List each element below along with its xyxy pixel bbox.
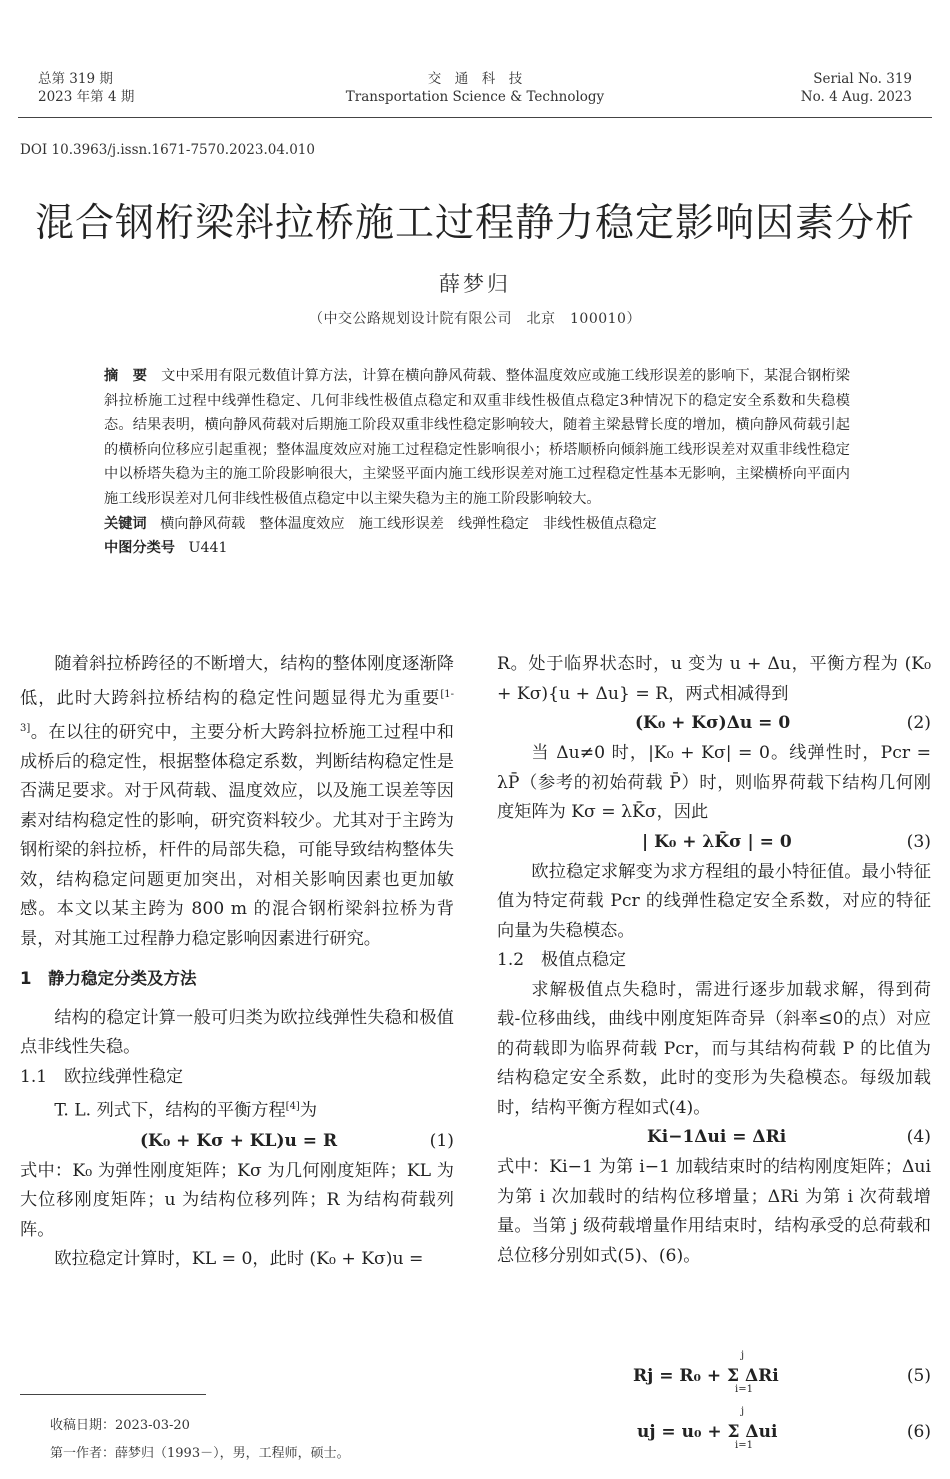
equation-1 [20,1127,454,1157]
intro-ref: [1-3] [20,688,454,734]
abstract-body [104,364,850,512]
equation-1-number: (1) [429,1130,454,1151]
equation-5-sum-top: j [741,1350,745,1361]
section-1-1-heading: 1.1 欧拉线弹性稳定 [20,1066,184,1087]
footnote-first-author: 第一作者：薛梦归（1993－），男，工程师，硕士。 [50,1446,350,1461]
equation-6-sum-bottom: i=1 [735,1440,753,1451]
euler-paragraph: 欧拉稳定计算时，KL = 0，此时 (K₀ + Kσ)u = [54,1249,424,1270]
section-1-1-text: T. L. 列式下，结构的平衡方程 [54,1101,286,1122]
right-paragraph-1: R。处于临界状态时，u 变为 u + Δu，平衡方程为 (K₀ + Kσ){u + Δu} = R，两式相减得到 [497,654,931,704]
intro-paragraph [20,650,454,954]
equation-4-number: (4) [906,1127,931,1147]
clc [104,536,850,561]
header-serial-no: Serial No. 319 [813,71,912,87]
equation-6 [497,1408,931,1456]
abstract [104,364,850,561]
equation-3 [497,828,931,858]
section-1-1-paragraph [20,1092,454,1126]
header-serial [801,70,912,106]
right-paragraph-4: 求解极值点失稳时，需进行逐步加载求解，得到荷载-位移曲线，曲线中刚度矩阵奇异（斜率≤0的点）对应的荷载即为临界荷载 Pcr，而与其结构荷载 P 的比值为结构稳定安全系数，此时的变形为失稳模态。每级加载时，结构平衡方程如式(4)。 [497,979,931,1118]
abstract-label: 摘 要 [104,368,148,384]
equation-5-sum-bottom: i=1 [735,1384,753,1395]
left-column [20,650,454,1275]
keywords-label: 关键词 [104,515,147,532]
equation-2-body: (K₀ + Kσ)Δu = 0 [635,713,791,733]
header-issue [38,70,134,106]
header-issue-year: 2023 年第 4 期 [38,89,135,105]
author: 薛梦归 [439,272,511,296]
keywords [104,512,850,537]
equation-6-number: (6) [906,1422,931,1442]
footnote-received: 收稿日期：2023-03-20 [50,1418,190,1433]
equation-6-body: uj = u₀ + Σ Δui [637,1422,778,1442]
equation-3-body: | K₀ + λK̄σ | = 0 [642,831,792,852]
equation-3-number: (3) [906,831,931,852]
equation-5-body: Rj = R₀ + Σ ΔRi [633,1366,779,1386]
right-paragraph-2: 当 Δu≠0 时，|K₀ + Kσ| = 0。线弹性时，Pcr = λP̄（参考的初始荷载 P̄）时，则临界荷载下结构几何刚度矩阵为 Kσ = λK̄σ，因此 [497,743,931,822]
paper-title: 混合钢桁梁斜拉桥施工过程静力稳定影响因素分析 [34,201,915,246]
header-journal-en: Transportation Science & Technology [345,89,605,105]
right-paragraph-5: 式中：Ki−1 为第 i−1 加载结束时的结构刚度矩阵；Δui 为第 i 次加载时的结构位移增量；ΔRi 为第 i 次荷载增量。当第 j 级荷载增量作用结束时，结构承受的总荷载和总位移分别如式(5)、(6)。 [497,1157,931,1266]
header-rule [18,117,932,118]
section-1-1-ref: [4] [285,1101,300,1113]
equation-4-body: Ki−1Δui = ΔRi [647,1127,787,1147]
right-column [497,650,931,1271]
equation-5-number: (5) [906,1366,931,1386]
section-1-1-text-2: 为 [299,1101,318,1122]
header-issue-total: 总第 319 期 [38,71,113,87]
equation-2 [497,709,931,739]
section-1-heading: 1 静力稳定分类及方法 [20,969,197,989]
equation-5 [497,1352,931,1400]
abstract-text: 文中采用有限元数值计算方法，计算在横向静风荷载、整体温度效应或施工线形误差的影响下，某混合钢桁梁斜拉桥施工过程中线弹性稳定、几何非线性极值点稳定和双重非线性极值点稳定3种情况下的稳定安全系数和失稳模态。结果表明，横向静风荷载对后期施工阶段双重非线性稳定影响较大，随着主梁悬臂长度的增加，横向静风荷载引起的横桥向位移应引起重视；整体温度效应对施工过程稳定性影响很小；桥塔顺桥向倾斜施工线形误差对双重非线性稳定中以桥塔失稳为主的施工阶段影响很大，主梁竖平面内施工线形误差对施工过程稳定性基本无影响，主梁横桥向平面内施工线形误差对几何非线性极值点稳定中以主梁失稳为主的施工阶段影响较大。 [104,368,850,507]
affiliation: （中交公路规划设计院有限公司 北京 100010） [309,311,641,327]
where-1: 式中：K₀ 为弹性刚度矩阵；Kσ 为几何刚度矩阵；KL 为大位移刚度矩阵；u 为结构位移列阵；R 为结构荷载列阵。 [20,1160,454,1240]
equation-6-sum-top: j [741,1406,745,1417]
keywords-text: 横向静风荷载 整体温度效应 施工线形误差 线弹性稳定 非线性极值点稳定 [160,515,657,532]
right-paragraph-3: 欧拉稳定求解变为求方程组的最小特征值。最小特征值为特定荷载 Pcr 的线弹性稳定安全系数，对应的特征向量为失稳模态。 [497,861,931,941]
header-issue-date: No. 4 Aug. 2023 [800,89,912,105]
intro-text: 随着斜拉桥跨径的不断增大，结构的整体刚度逐渐降低，此时大跨斜拉桥结构的稳定性问题显得尤为重要 [20,654,454,709]
header-journal-cn: 交 通 科 技 [427,71,523,87]
equation-2-number: (2) [906,713,931,733]
clc-code: U441 [188,540,228,557]
clc-label: 中图分类号 [104,540,175,557]
footnote-rule [20,1394,206,1395]
section-1-2-heading: 1.2 极值点稳定 [497,950,627,970]
doi: DOI 10.3963/j.issn.1671-7570.2023.04.010 [20,142,315,158]
section-1-paragraph: 结构的稳定计算一般可归类为欧拉线弹性失稳和极值点非线性失稳。 [20,1007,454,1058]
equation-1-body: (K₀ + Kσ + KL)u = R [140,1130,338,1151]
header-journal [275,70,675,106]
intro-text-2: 。在以往的研究中，主要分析大跨斜拉桥施工过程中和成桥后的稳定性，根据整体稳定系数，判断结构稳定性是否满足要求。对于风荷载、温度效应，以及施工误差等因素对结构稳定性的影响，研究资料较少。尤其对于主跨为钢桁梁的斜拉桥，杆件的局部失稳，可能导致结构整体失效，结构稳定问题更加突出，对相关影响因素也更加敏感。本文以某主跨为 800 m 的混合钢桁梁斜拉桥为背景，对其施工过程静力稳定影响因素进行研究。 [20,722,454,949]
equation-4 [497,1123,931,1153]
